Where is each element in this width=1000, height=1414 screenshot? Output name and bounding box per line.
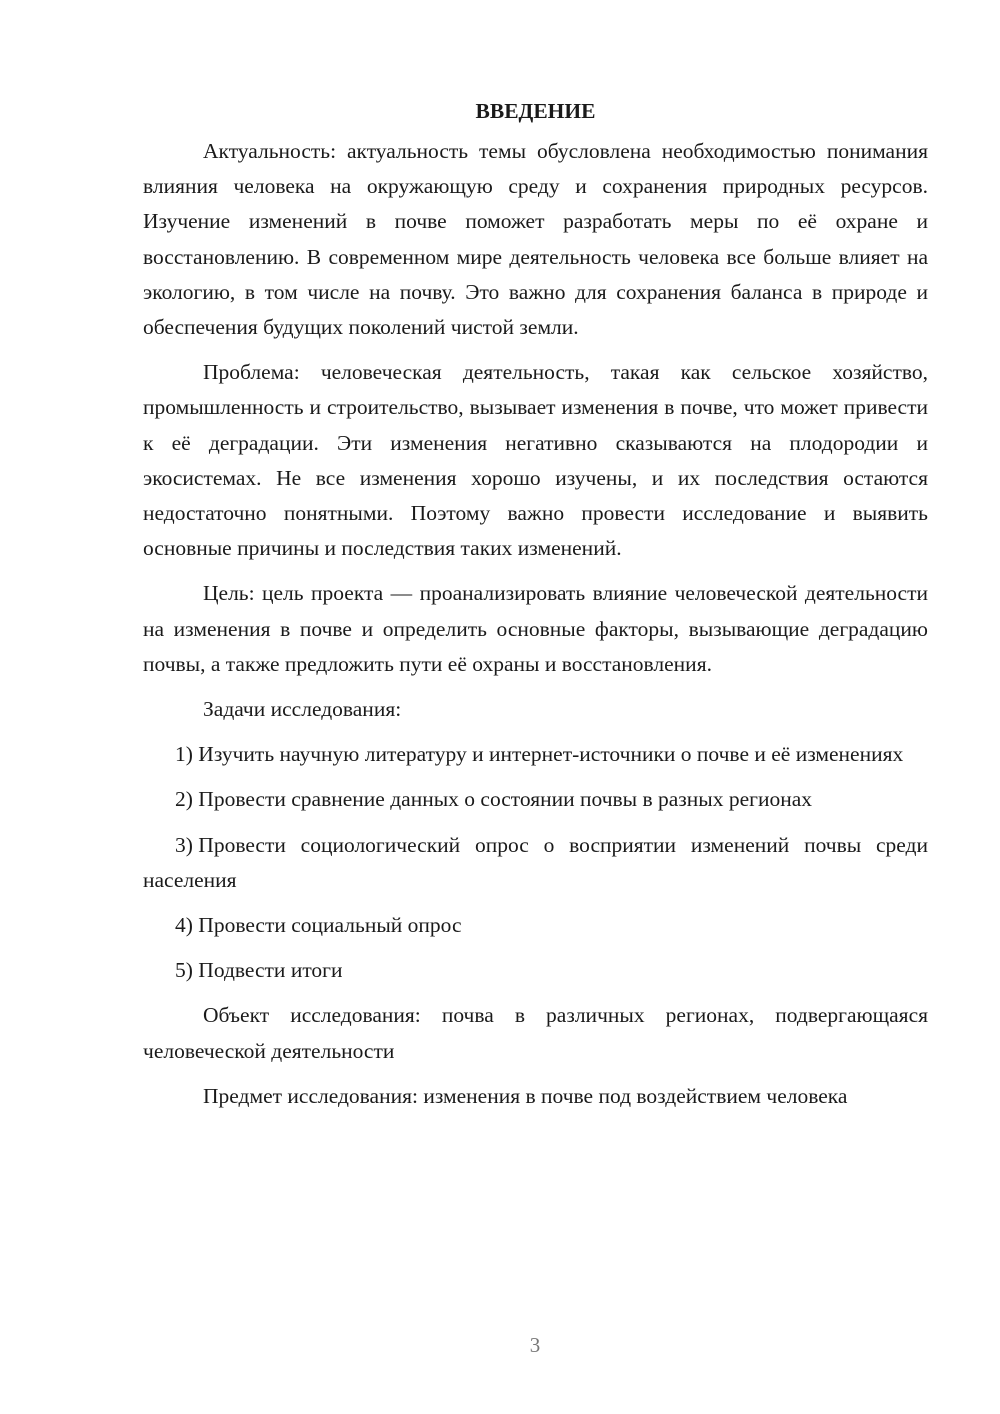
- task-number: 5): [175, 958, 193, 983]
- task-item: [143, 953, 928, 988]
- problem-paragraph: Проблема: человеческая деятельность, такая как сельское хозяйство, промышленность и строительство, вызывает изменения в почве, что может привести к её деградации. Эти изменения негативно сказываются на плодородии и экосистемах. Не все изменения хорошо изучены, и их последствия остаются недостаточно понятными. Поэтому важно провести исследование и выявить основные причины и последствия таких изменений.: [143, 360, 928, 561]
- task-item: [143, 737, 928, 772]
- task-text: Провести сравнение данных о состоянии почвы в разных регионах: [198, 787, 813, 812]
- page-number: 3: [529, 1333, 541, 1357]
- goal-paragraph: Цель: цель проекта — проанализировать влияние человеческой деятельности на изменения в почве и определить основные факторы, вызывающие деградацию почвы, а также предложить пути её охраны и восстановления.: [143, 581, 928, 676]
- task-text: Провести социальный опрос: [198, 913, 462, 938]
- task-text: Изучить научную литературу и интернет-источники о почве и её изменениях: [198, 742, 904, 767]
- task-number: 4): [175, 913, 193, 938]
- page-title: ВВЕДЕНИЕ: [475, 99, 596, 123]
- subject-paragraph: Предмет исследования: изменения в почве под воздействием человека: [203, 1083, 848, 1108]
- task-item: [143, 908, 928, 943]
- tasks-heading: Задачи исследования:: [203, 697, 402, 722]
- task-text: Подвести итоги: [198, 958, 343, 983]
- task-number: 2): [175, 787, 193, 812]
- task-item: [143, 828, 928, 898]
- task-number: 3): [175, 832, 193, 857]
- relevance-paragraph: Актуальность: актуальность темы обусловлена необходимостью понимания влияния человека на окружающую среду и сохранения природных ресурсов. Изучение изменений в почве поможет разработать меры по её охране и восстановлению. В современном мире деятельность человека все больше влияет на экологию, в том числе на почву. Это важно для сохранения баланса в природе и обеспечения будущих поколений чистой земли.: [143, 139, 928, 340]
- document-body: [143, 96, 928, 1124]
- task-number: 1): [175, 742, 193, 767]
- object-paragraph: Объект исследования: почва в различных регионах, подвергающаяся человеческой деятельности: [143, 1003, 928, 1063]
- task-text: Провести социологический опрос о восприятии изменений почвы среди населения: [143, 832, 928, 892]
- task-item: [143, 782, 928, 817]
